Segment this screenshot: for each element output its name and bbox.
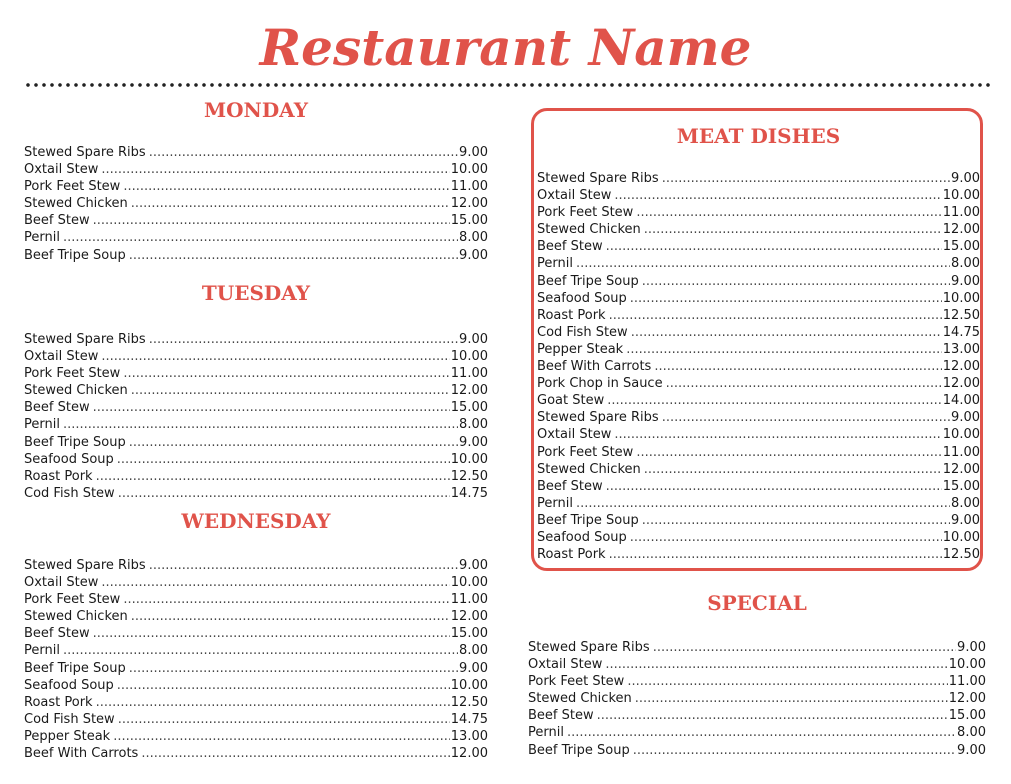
- menu-item-name: Roast Pork: [537, 547, 606, 563]
- menu-item-name: Stewed Spare Ribs: [537, 171, 659, 186]
- menu-item-price: 12.50: [942, 307, 980, 323]
- menu-item: [537, 170, 980, 187]
- menu-item-name: Oxtail Stew: [24, 162, 99, 178]
- menu-item-price: 9.00: [459, 558, 488, 573]
- dot-leader: [93, 212, 450, 229]
- menu-item-name: Stewed Spare Ribs: [24, 332, 146, 347]
- menu-item-price: 12.00: [948, 691, 986, 707]
- menu-item-name: Pork Feet Stew: [24, 592, 121, 608]
- menu-item-price: 10.00: [942, 188, 980, 204]
- menu-item-price: 10.00: [450, 162, 488, 178]
- menu-item-price: 12.50: [450, 694, 488, 710]
- menu-item-name: Stewed Chicken: [24, 196, 128, 212]
- menu-item-name: Seafood Soup: [537, 529, 627, 545]
- menu-item: [528, 673, 986, 690]
- menu-item-price: 9.00: [957, 640, 986, 655]
- menu-item: [24, 144, 488, 161]
- dot-leader: [96, 468, 450, 485]
- dot-leader: [63, 416, 458, 433]
- menu-item-name: Stewed Spare Ribs: [24, 145, 146, 160]
- menu-item: [24, 468, 488, 485]
- menu-item-name: Beef Tripe Soup: [528, 742, 630, 758]
- menu-item-name: Seafood Soup: [24, 451, 114, 467]
- dot-leader: [131, 382, 450, 399]
- menu-item-list: [24, 557, 488, 762]
- menu-item-price: 15.00: [450, 626, 488, 642]
- menu-item: [24, 677, 488, 694]
- menu-item-price: 8.00: [951, 495, 980, 511]
- menu-item: [537, 392, 980, 409]
- menu-item-name: Oxtail Stew: [528, 657, 603, 673]
- dot-leader: [597, 707, 948, 724]
- menu-item-name: Beef Stew: [24, 400, 90, 416]
- menu-item-price: 12.00: [942, 376, 980, 392]
- menu-item-price: 11.00: [450, 592, 488, 608]
- menu-item: [24, 434, 488, 451]
- menu-item: [537, 461, 980, 478]
- menu-item: [24, 247, 488, 264]
- menu-item-name: Oxtail Stew: [537, 188, 612, 204]
- menu-item-price: 12.00: [942, 222, 980, 238]
- menu-item-name: Pernil: [537, 256, 573, 272]
- menu-item: [24, 608, 488, 625]
- menu-item-name: Beef Stew: [528, 708, 594, 724]
- menu-section-monday: [24, 98, 488, 264]
- menu-item-list: [528, 639, 986, 759]
- menu-item: [24, 348, 488, 365]
- dot-leader: [627, 673, 947, 690]
- menu-item-price: 8.00: [459, 230, 488, 246]
- menu-item-price: 9.00: [459, 247, 488, 263]
- menu-item-price: 9.00: [951, 410, 980, 426]
- menu-item: [537, 307, 980, 324]
- menu-item-name: Beef Tripe Soup: [537, 512, 639, 528]
- menu-item-price: 14.75: [942, 324, 980, 340]
- menu-item-name: Beef Stew: [537, 239, 603, 255]
- menu-item: [24, 451, 488, 468]
- dot-leader: [607, 392, 942, 409]
- menu-item-name: Beef Tripe Soup: [24, 247, 126, 263]
- menu-item: [24, 331, 488, 348]
- menu-item: [528, 639, 986, 656]
- dot-leader: [642, 512, 950, 529]
- dot-leader: [131, 195, 450, 212]
- menu-item: [24, 711, 488, 728]
- dot-leader: [606, 478, 942, 495]
- menu-item-price: 10.00: [942, 427, 980, 443]
- dot-leader: [131, 608, 450, 625]
- menu-item-name: Goat Stew: [537, 393, 605, 409]
- dot-leader: [63, 229, 458, 246]
- menu-item-price: 9.00: [459, 332, 488, 347]
- menu-item: [24, 382, 488, 399]
- dot-leader: [63, 642, 458, 659]
- menu-item: [24, 416, 488, 433]
- dot-leader: [93, 399, 450, 416]
- dot-leader: [642, 273, 950, 290]
- menu-item-name: Pernil: [528, 725, 564, 741]
- menu-item: [537, 204, 980, 221]
- menu-item: [537, 238, 980, 255]
- menu-item-price: 15.00: [942, 478, 980, 494]
- menu-item-name: Seafood Soup: [537, 290, 627, 306]
- menu-item: [537, 358, 980, 375]
- dot-leader: [118, 711, 450, 728]
- menu-item: [24, 728, 488, 745]
- menu-item-name: Pork Feet Stew: [528, 674, 625, 690]
- menu-item: [537, 426, 980, 443]
- menu-item-price: 9.00: [957, 742, 986, 758]
- dot-leader: [635, 690, 948, 707]
- dot-leader: [653, 639, 956, 656]
- menu-item-name: Beef Stew: [24, 626, 90, 642]
- dot-leader: [644, 221, 942, 238]
- menu-item-price: 9.00: [459, 434, 488, 450]
- menu-item-name: Pork Chop in Sauce: [537, 376, 663, 392]
- menu-item-name: Pernil: [24, 230, 60, 246]
- dot-leader: [576, 495, 950, 512]
- menu-item-name: Pork Feet Stew: [24, 366, 121, 382]
- menu-item-name: Oxtail Stew: [24, 349, 99, 365]
- menu-item-price: 14.75: [450, 485, 488, 501]
- section-title: MEAT DISHES: [676, 124, 841, 148]
- menu-item: [24, 485, 488, 502]
- dot-leader: [630, 290, 942, 307]
- menu-item-list: [24, 331, 488, 502]
- restaurant-title: Restaurant Name: [259, 18, 752, 77]
- menu-item-price: 15.00: [948, 708, 986, 724]
- menu-item-name: Pork Feet Stew: [537, 444, 634, 460]
- dot-leader: [614, 426, 941, 443]
- dot-leader: [141, 745, 449, 762]
- dot-leader: [662, 409, 950, 426]
- dot-leader: [609, 307, 942, 324]
- menu-item: [528, 690, 986, 707]
- menu-item: [537, 221, 980, 238]
- menu-item-name: Beef Stew: [24, 213, 90, 229]
- menu-item-price: 15.00: [450, 213, 488, 229]
- menu-item-name: Stewed Spare Ribs: [537, 410, 659, 426]
- menu-item-name: Oxtail Stew: [24, 575, 99, 591]
- menu-item: [537, 341, 980, 358]
- menu-item-name: Beef With Carrots: [537, 359, 652, 375]
- menu-item-name: Stewed Chicken: [537, 461, 641, 477]
- dot-leader: [101, 348, 449, 365]
- menu-item-name: Cod Fish Stew: [537, 324, 628, 340]
- dot-leader: [149, 331, 458, 348]
- menu-item-name: Oxtail Stew: [537, 427, 612, 443]
- menu-item-price: 10.00: [948, 657, 986, 673]
- dot-leader: [129, 660, 458, 677]
- dotted-divider: [24, 82, 990, 88]
- dot-leader: [149, 557, 458, 574]
- menu-item: [24, 399, 488, 416]
- menu-item-name: Beef With Carrots: [24, 746, 139, 762]
- dot-leader: [631, 324, 942, 341]
- menu-item: [537, 546, 980, 563]
- dot-leader: [129, 434, 458, 451]
- menu-item-price: 11.00: [450, 366, 488, 382]
- menu-item-name: Beef Tripe Soup: [24, 660, 126, 676]
- menu-item: [537, 409, 980, 426]
- dot-leader: [123, 365, 449, 382]
- menu-item: [24, 574, 488, 591]
- menu-item-name: Pork Feet Stew: [24, 179, 121, 195]
- menu-item-price: 12.00: [450, 196, 488, 212]
- menu-item-name: Stewed Spare Ribs: [528, 640, 650, 655]
- menu-section-special: [528, 591, 986, 759]
- menu-item-price: 13.00: [942, 341, 980, 357]
- menu-item: [537, 478, 980, 495]
- menu-section-wednesday: [24, 509, 488, 762]
- menu-section-meat-dishes: [537, 124, 980, 563]
- menu-item-name: Pernil: [24, 417, 60, 433]
- menu-item-name: Roast Pork: [537, 307, 606, 323]
- menu-item-price: 12.50: [942, 547, 980, 563]
- dot-leader: [636, 204, 941, 221]
- dot-leader: [576, 255, 950, 272]
- menu-item: [537, 273, 980, 290]
- menu-item: [537, 529, 980, 546]
- menu-item-price: 10.00: [450, 451, 488, 467]
- menu-item: [24, 642, 488, 659]
- dot-leader: [113, 728, 450, 745]
- menu-item-price: 9.00: [459, 660, 488, 676]
- section-title: MONDAY: [204, 98, 308, 122]
- dot-leader: [149, 144, 458, 161]
- dot-leader: [96, 694, 450, 711]
- menu-item: [24, 694, 488, 711]
- menu-item-name: Stewed Spare Ribs: [24, 558, 146, 573]
- menu-item-price: 8.00: [951, 256, 980, 272]
- dot-leader: [609, 546, 942, 563]
- dot-leader: [93, 625, 450, 642]
- menu-item-price: 14.00: [942, 393, 980, 409]
- menu-item-price: 8.00: [957, 725, 986, 741]
- menu-item: [537, 324, 980, 341]
- menu-item-price: 12.00: [942, 461, 980, 477]
- menu-item-price: 10.00: [450, 677, 488, 693]
- menu-item-name: Pork Feet Stew: [537, 205, 634, 221]
- menu-section-tuesday: [24, 281, 488, 502]
- section-title: SPECIAL: [707, 591, 807, 615]
- menu-item-price: 11.00: [942, 444, 980, 460]
- menu-item-price: 13.00: [450, 728, 488, 744]
- menu-item-name: Cod Fish Stew: [24, 485, 115, 501]
- menu-item: [24, 195, 488, 212]
- menu-item-price: 9.00: [951, 171, 980, 186]
- menu-item: [537, 255, 980, 272]
- menu-item: [24, 229, 488, 246]
- dot-leader: [123, 591, 449, 608]
- menu-item: [537, 290, 980, 307]
- menu-item-price: 9.00: [951, 512, 980, 528]
- menu-item-price: 9.00: [459, 145, 488, 160]
- menu-item: [537, 375, 980, 392]
- menu-item: [537, 187, 980, 204]
- menu-item-name: Stewed Chicken: [537, 222, 641, 238]
- menu-item: [24, 745, 488, 762]
- dot-leader: [117, 677, 450, 694]
- menu-item-price: 12.00: [942, 359, 980, 375]
- dot-leader: [644, 461, 942, 478]
- menu-item-name: Roast Pork: [24, 468, 93, 484]
- menu-item-price: 14.75: [450, 711, 488, 727]
- dot-leader: [129, 247, 458, 264]
- menu-item-name: Pepper Steak: [24, 728, 111, 744]
- menu-item: [24, 178, 488, 195]
- dot-leader: [633, 742, 956, 759]
- menu-item: [24, 365, 488, 382]
- menu-item: [537, 495, 980, 512]
- dot-leader: [626, 341, 942, 358]
- menu-item-list: [537, 170, 980, 563]
- menu-item-price: 12.00: [450, 383, 488, 399]
- menu-item-name: Pepper Steak: [537, 341, 624, 357]
- dot-leader: [567, 724, 956, 741]
- dot-leader: [630, 529, 942, 546]
- menu-item-price: 15.00: [450, 400, 488, 416]
- dot-leader: [666, 375, 942, 392]
- menu-item-price: 12.00: [450, 746, 488, 762]
- menu-item-name: Stewed Chicken: [528, 691, 632, 707]
- dot-leader: [614, 187, 941, 204]
- menu-item-price: 10.00: [450, 349, 488, 365]
- section-title: WEDNESDAY: [181, 509, 331, 533]
- menu-item: [24, 591, 488, 608]
- menu-item-name: Beef Tripe Soup: [24, 434, 126, 450]
- menu-item: [24, 557, 488, 574]
- menu-item: [537, 444, 980, 461]
- menu-item-name: Pernil: [537, 495, 573, 511]
- dot-leader: [117, 451, 450, 468]
- dot-leader: [636, 444, 941, 461]
- menu-item-name: Beef Stew: [537, 478, 603, 494]
- dot-leader: [605, 656, 947, 673]
- menu-item-price: 12.50: [450, 468, 488, 484]
- menu-item: [24, 660, 488, 677]
- dot-leader: [118, 485, 450, 502]
- menu-item: [24, 212, 488, 229]
- menu-item-price: 15.00: [942, 239, 980, 255]
- menu-item: [24, 161, 488, 178]
- section-title: TUESDAY: [201, 281, 311, 305]
- dot-leader: [606, 238, 942, 255]
- menu-item-price: 10.00: [942, 529, 980, 545]
- menu-item-name: Stewed Chicken: [24, 609, 128, 625]
- menu-item-name: Stewed Chicken: [24, 383, 128, 399]
- dot-leader: [654, 358, 941, 375]
- dot-leader: [123, 178, 449, 195]
- menu-item-price: 10.00: [450, 575, 488, 591]
- dot-leader: [662, 170, 950, 187]
- menu-item-list: [24, 144, 488, 264]
- menu-item-name: Seafood Soup: [24, 677, 114, 693]
- menu-item: [528, 724, 986, 741]
- menu-item: [528, 656, 986, 673]
- menu-item-price: 9.00: [951, 273, 980, 289]
- menu-item-price: 11.00: [450, 179, 488, 195]
- menu-item-name: Pernil: [24, 643, 60, 659]
- dot-leader: [101, 574, 449, 591]
- menu-item: [528, 742, 986, 759]
- menu-item-price: 8.00: [459, 643, 488, 659]
- menu-item: [528, 707, 986, 724]
- menu-item-name: Roast Pork: [24, 694, 93, 710]
- menu-item: [24, 625, 488, 642]
- menu-item: [537, 512, 980, 529]
- menu-item-price: 11.00: [948, 674, 986, 690]
- menu-item-name: Beef Tripe Soup: [537, 273, 639, 289]
- menu-item-price: 11.00: [942, 205, 980, 221]
- menu-item-price: 12.00: [450, 609, 488, 625]
- menu-item-price: 8.00: [459, 417, 488, 433]
- dot-leader: [101, 161, 449, 178]
- menu-item-name: Cod Fish Stew: [24, 711, 115, 727]
- menu-item-price: 10.00: [942, 290, 980, 306]
